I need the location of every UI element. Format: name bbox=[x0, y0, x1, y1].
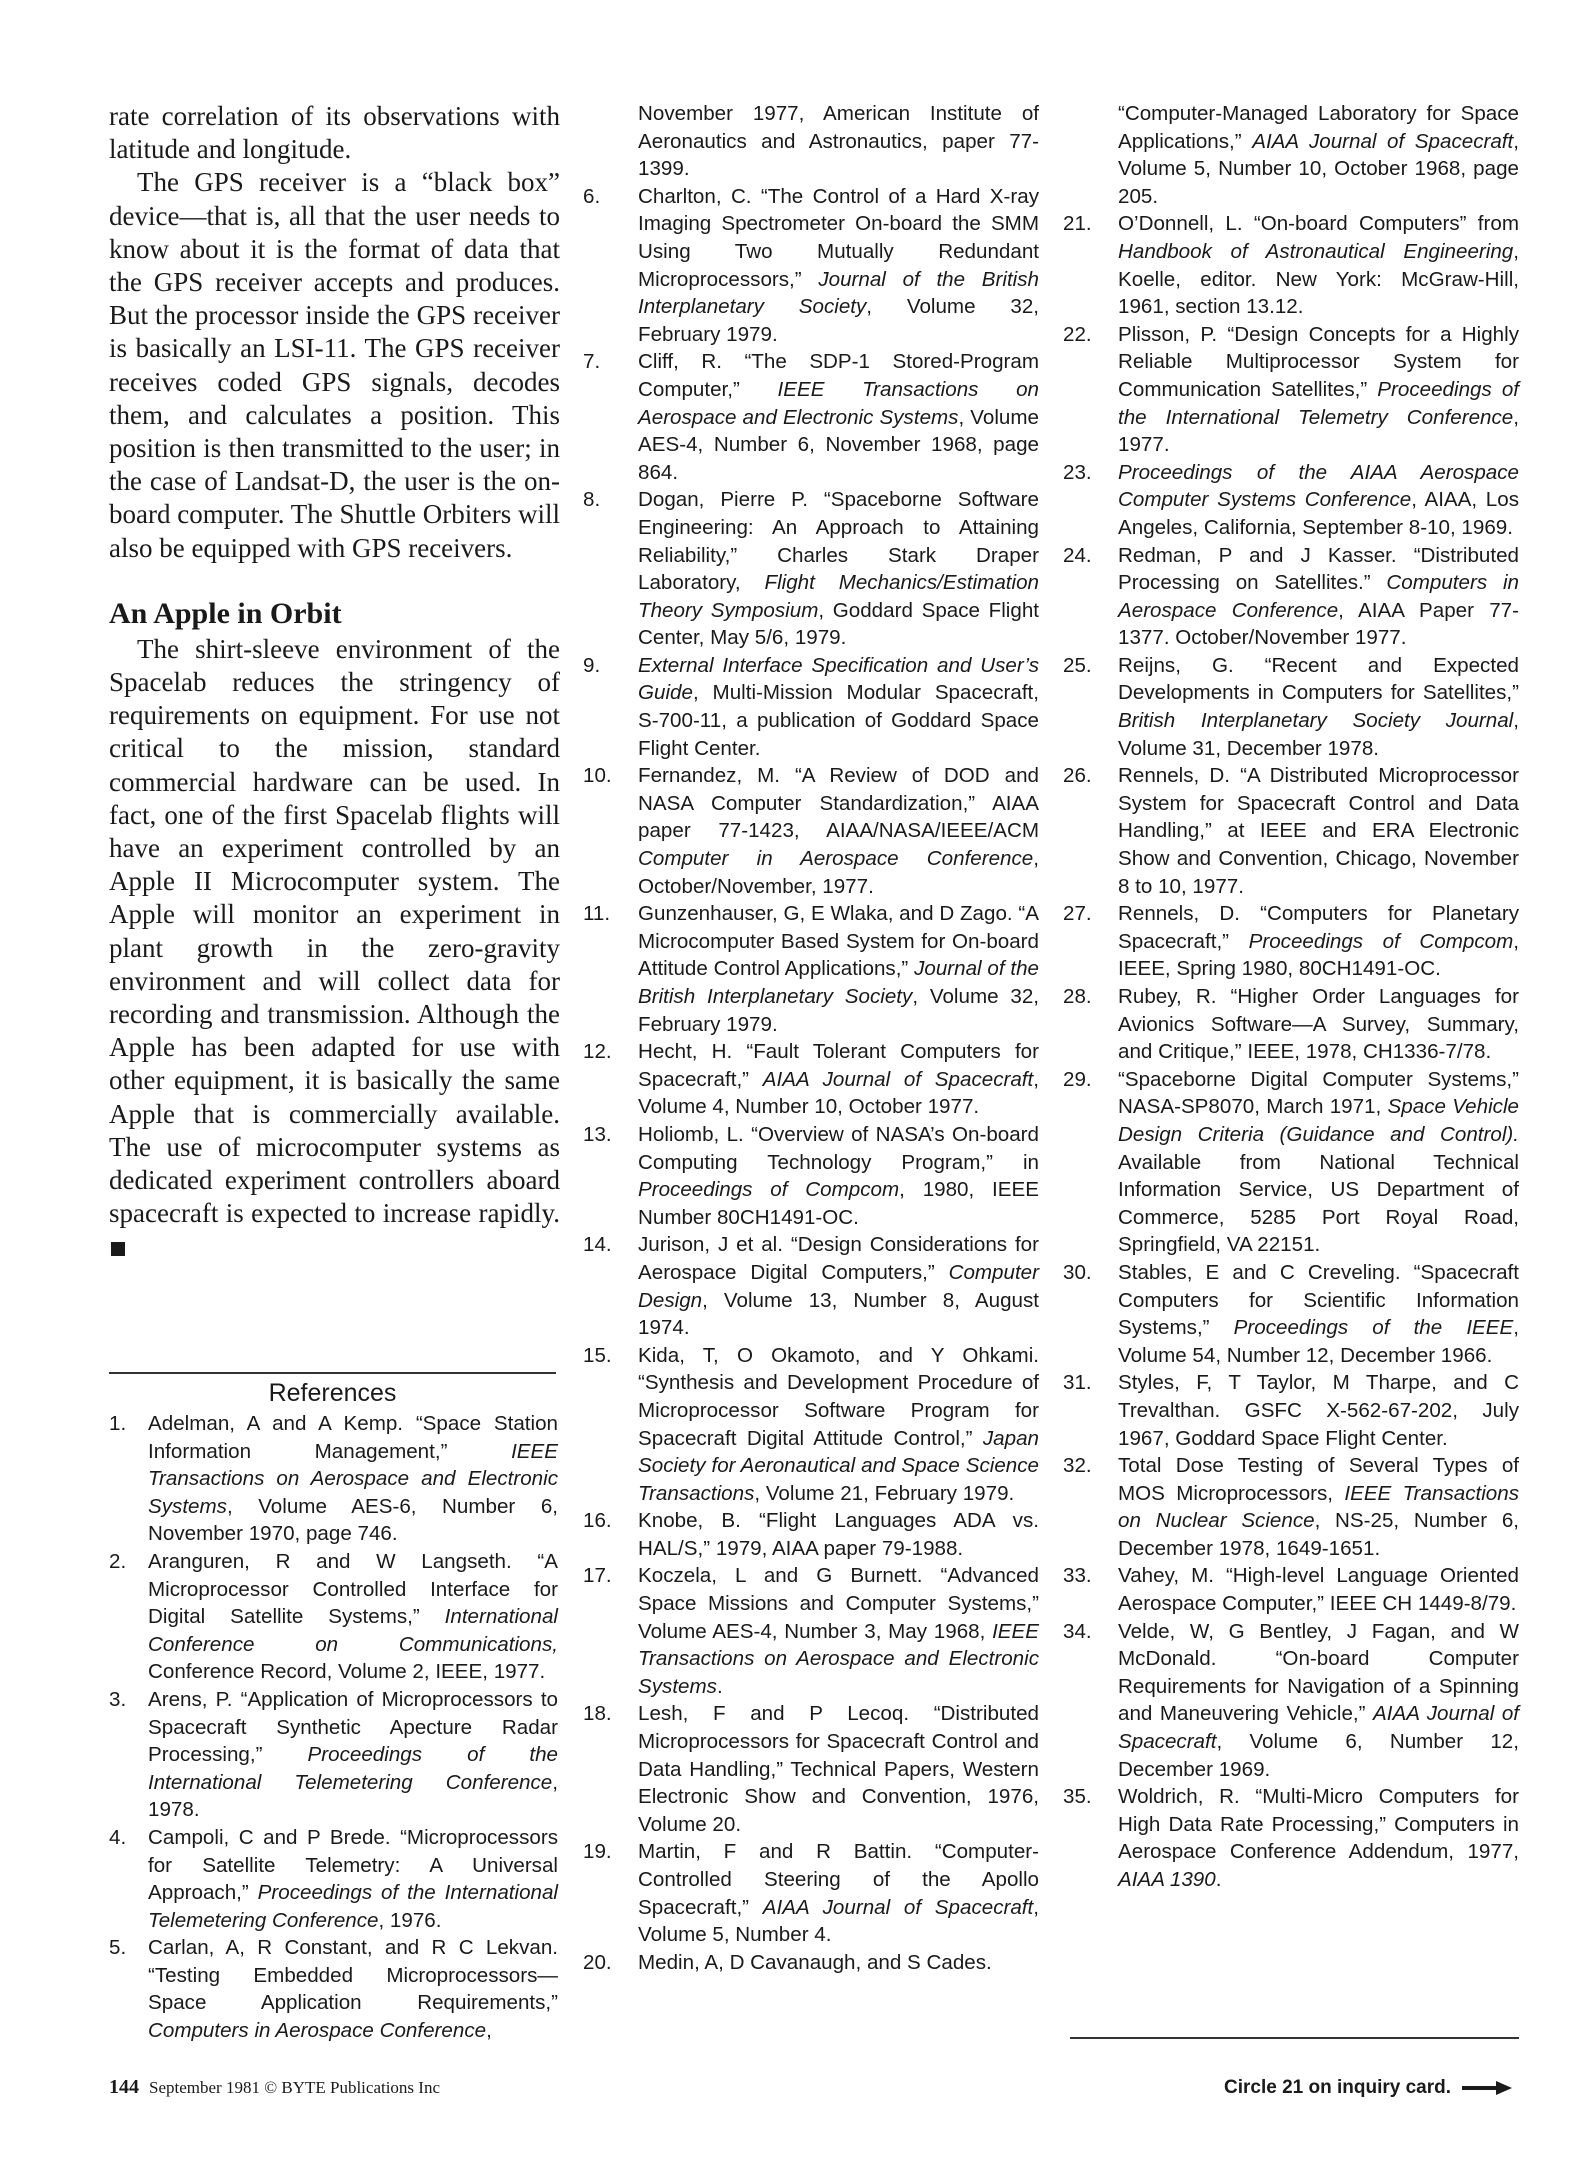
reference-text: Campoli, C and P Brede. “Microprocessors for Satellite Telemetry: A Universal Approach,” bbox=[148, 1825, 558, 1905]
reference-number: 21. bbox=[1063, 212, 1092, 236]
reference-item bbox=[109, 1824, 558, 1934]
reference-details: , Volume 32, February 1979. bbox=[638, 295, 1039, 346]
references-list-col2 bbox=[583, 100, 1040, 1976]
reference-text: Woldrich, R. “Multi-Micro Computers for High Data Rate Processing,” Computers in Aerospace Conference Addendum, 1977, bbox=[1118, 1785, 1519, 1864]
reference-number: 1. bbox=[109, 1412, 127, 1435]
reference-details: , 1976. bbox=[378, 1908, 442, 1932]
reference-details: , October/November, 1977. bbox=[638, 847, 1039, 898]
reference-number: 22. bbox=[1063, 322, 1092, 346]
section-heading: An Apple in Orbit bbox=[109, 596, 342, 630]
reference-number: 34. bbox=[1063, 1619, 1092, 1643]
reference-details: , AIAA Paper 77-1377. October/November 1977. bbox=[1118, 598, 1519, 650]
reference-text: Plisson, P. “Design Concepts for a Highly Reliable Multiprocessor System for Communication Satellites,” bbox=[1118, 322, 1519, 401]
reference-item bbox=[583, 183, 1040, 349]
reference-text: Carlan, A, R Constant, and R C Lekvan. “Testing Embedded Microprocessors—Space Application Requirements,” bbox=[148, 1936, 558, 2015]
reference-item bbox=[1063, 1259, 1519, 1369]
reference-source: Proceedings of the AIAA Aerospace Computer Systems Conference bbox=[1118, 460, 1519, 512]
reference-number: 20. bbox=[583, 1950, 612, 1974]
reference-number: 31. bbox=[1063, 1371, 1092, 1395]
reference-number: 23. bbox=[1063, 460, 1092, 484]
reference-text: November 1977, American Institute of Aeronautics and Astronautics, paper 77-1399. bbox=[638, 102, 1039, 181]
references-end-divider bbox=[1070, 2037, 1519, 2039]
reference-number: 32. bbox=[1063, 1454, 1092, 1478]
reference-text: Velde, W, G Bentley, J Fagan, and W McDonald. “On-board Computer Requirements for Navigation of a Spinning and Maneuvering Vehicle,” bbox=[1118, 1619, 1519, 1726]
article-paragraph-text: The shirt-sleeve environment of the Spacelab reduces the stringency of requirements on equipment. For use not critical to the mission, standard commercial hardware can be used. In fact, one of the first Spacelab flights will have an experiment controlled by an Apple II Microcomputer system. The Apple will monitor an experiment in plant growth in the zero-gravity environment and will collect data for recording and transmission. Although the Apple has been adapted for use with other equipment, it is basically the same Apple that is commercially available. The use of microcomputer systems as dedicated experiment controllers aboard spacecraft is expected to increase rapidly. bbox=[109, 633, 560, 1229]
reference-source: Flight Mechanics/Estimation Theory Symposium bbox=[638, 571, 1039, 622]
right-arrow-icon bbox=[1462, 2081, 1512, 2095]
reference-item bbox=[583, 1700, 1039, 1838]
reference-details: , Volume 13, Number 8, August 1974. bbox=[638, 1288, 1039, 1340]
reference-number: 10. bbox=[583, 764, 612, 788]
reference-text: Adelman, A and A Kemp. “Space Station Information Management,” bbox=[148, 1412, 558, 1463]
reference-details: , Volume AES-6, Number 6, November 1970, page 746. bbox=[148, 1494, 558, 1546]
reference-item bbox=[109, 1410, 558, 1548]
reference-item bbox=[1063, 459, 1519, 542]
reference-text: Hecht, H. “Fault Tolerant Computers for Spacecraft,” bbox=[638, 1040, 1039, 1091]
reference-details: Available from National Technical Information Service, US Department of Commerce, 5285 Port Royal Road, Springfield, VA 22151. bbox=[1118, 1150, 1519, 1257]
reference-source: Space Vehicle Design Criteria (Guidance and Control). bbox=[1118, 1095, 1519, 1146]
reference-item bbox=[1063, 1783, 1519, 1893]
reference-item bbox=[583, 900, 1040, 1038]
reference-text: Lesh, F and P Lecoq. “Distributed Microprocessors for Spacecraft Control and Data Handling,” Technical Papers, Western Electronic Show and Convention, 1976, Volume 20. bbox=[638, 1702, 1039, 1836]
article-column bbox=[109, 100, 560, 1264]
reference-text: Total Dose Testing of Several Types of MOS Microprocessors, bbox=[1118, 1454, 1519, 1505]
reference-text: “Spaceborne Digital Computer Systems,” NASA-SP8070, March 1971, bbox=[1118, 1067, 1519, 1119]
reference-details: , Volume 54, Number 12, December 1966. bbox=[1118, 1316, 1519, 1367]
reference-number: 8. bbox=[583, 488, 601, 512]
reference-source: Journal of the British Interplanetary Society bbox=[638, 267, 1040, 319]
reference-source: AIAA Journal of Spacecraft bbox=[762, 1895, 1034, 1919]
reference-source: Computers in Aerospace Conference bbox=[148, 2019, 487, 2043]
reference-text: Rennels, D. “Computers for Planetary Spacecraft,” bbox=[1118, 902, 1519, 953]
reference-item bbox=[1063, 652, 1519, 762]
reference-text: Medin, A, D Cavanaugh, and S Cades. bbox=[638, 1950, 992, 1974]
reference-item bbox=[1063, 1562, 1519, 1617]
reference-item bbox=[583, 762, 1039, 900]
reference-text: Redman, P and J Kasser. “Distributed Processing on Satellites.” bbox=[1118, 543, 1519, 595]
reference-number: 18. bbox=[583, 1702, 612, 1726]
reference-details: , Volume 32, February 1979. bbox=[638, 985, 1040, 1036]
reference-source: IEEE Transactions on Aerospace and Electronic Systems bbox=[638, 1619, 1039, 1698]
reference-text: Vahey, M. “High-level Language Oriented Aerospace Computer,” IEEE CH 1449-8/79. bbox=[1118, 1564, 1519, 1616]
reference-text: Aranguren, R and W Langseth. “A Microprocessor Controlled Interface for Digital Satellite Systems,” bbox=[148, 1549, 558, 1629]
reference-number: 2. bbox=[109, 1549, 127, 1573]
reference-source: Computer Design bbox=[638, 1260, 1039, 1312]
reference-source: External Interface Specification and User’s Guide bbox=[638, 653, 1039, 705]
reference-number: 4. bbox=[109, 1825, 127, 1849]
reference-text: Styles, F, T Taylor, M Tharpe, and C Trevalthan. GSFC X-562-67-202, July 1967, Goddard Space Flight Center. bbox=[1118, 1371, 1519, 1450]
reference-text: Holiomb, L. “Overview of NASA’s On-board Computing Technology Program,” in bbox=[638, 1122, 1039, 1174]
reference-item bbox=[109, 1934, 558, 2044]
references-list-col1 bbox=[109, 1410, 558, 2045]
reference-source: AIAA Journal of Spacecraft bbox=[1118, 1702, 1519, 1754]
reference-item bbox=[1063, 1452, 1520, 1562]
reference-details: , Volume 21, February 1979. bbox=[754, 1481, 1015, 1505]
reference-item bbox=[583, 1121, 1039, 1231]
reference-details: Conference Record, Volume 2, IEEE, 1977. bbox=[148, 1660, 546, 1684]
reference-details: . bbox=[1215, 1868, 1222, 1891]
reference-number: 12. bbox=[583, 1040, 612, 1064]
reference-item bbox=[583, 1949, 1039, 1977]
reference-source: Proceedings of the International Telemetering Conference bbox=[148, 1743, 558, 1794]
reference-number: 11. bbox=[583, 902, 611, 926]
reference-number: 26. bbox=[1063, 764, 1092, 788]
reference-number: 35. bbox=[1063, 1785, 1092, 1809]
reference-item bbox=[1063, 762, 1519, 900]
reference-details: , Volume 5, Number 10, October 1968, page 205. bbox=[1118, 129, 1519, 208]
article-paragraph: rate correlation of its observations with latitude and longitude. bbox=[109, 101, 560, 165]
page-number: 144 bbox=[109, 2076, 139, 2098]
reference-item bbox=[583, 652, 1039, 762]
reference-item bbox=[1063, 210, 1519, 320]
reference-text: O’Donnell, L. “On-board Computers” from bbox=[1118, 212, 1519, 236]
reference-text: Martin, F and R Battin. “Computer-Controlled Steering of the Apollo Spacecraft,” bbox=[638, 1840, 1039, 1919]
reference-continuation bbox=[1070, 100, 1519, 210]
reference-text: Stables, E and C Creveling. “Spacecraft Computers for Scientific Information Systems,” bbox=[1118, 1260, 1519, 1340]
reference-details: , 1978. bbox=[148, 1770, 558, 1822]
reference-text: Rennels, D. “A Distributed Microprocessor System for Spacecraft Control and Data Handling,” at IEEE and ERA Electronic Show and Convention, Chicago, November 8 to 10, 1977. bbox=[1118, 764, 1519, 898]
reference-source: IEEE Transactions on Aerospace and Electronic Systems bbox=[148, 1439, 558, 1518]
reference-text: Knobe, B. “Flight Languages ADA vs. HAL/S,” 1979, AIAA paper 79-1988. bbox=[638, 1509, 1039, 1560]
article-paragraph bbox=[109, 633, 560, 1264]
reference-item bbox=[583, 1342, 1039, 1508]
reference-number: 16. bbox=[583, 1509, 612, 1533]
reference-text: Gunzenhauser, G, E Wlaka, and D Zago. “A Microcomputer Based System for On-board Attitude Control Applications,” bbox=[638, 902, 1039, 981]
reference-number: 3. bbox=[109, 1687, 127, 1711]
reference-item bbox=[583, 348, 1039, 486]
reference-source: AIAA Journal of Spacecraft bbox=[1252, 129, 1514, 153]
publication-credit: September 1981 © BYTE Publications Inc bbox=[149, 2078, 441, 2097]
reference-source: IEEE Transactions on Aerospace and Electronic Systems bbox=[638, 377, 1039, 429]
references-divider bbox=[109, 1372, 556, 1374]
reference-number: 29. bbox=[1063, 1067, 1092, 1091]
reference-details: . bbox=[716, 1674, 723, 1698]
reference-details: , NS-25, Number 6, December 1978, 1649-1651. bbox=[1118, 1509, 1520, 1560]
reference-number: 7. bbox=[583, 350, 601, 374]
reference-item bbox=[1063, 1066, 1519, 1259]
reference-number: 13. bbox=[583, 1122, 612, 1146]
reference-continuation bbox=[590, 100, 1039, 183]
reference-text: Rubey, R. “Higher Order Languages for Avionics Software—A Survey, Summary, and Critique,” IEEE, 1978, CH1336-7/78. bbox=[1118, 985, 1519, 1064]
end-of-article-mark bbox=[111, 1242, 125, 1256]
reference-source: Proceedings of Compcom bbox=[638, 1178, 900, 1202]
reference-item bbox=[583, 1507, 1039, 1562]
reference-source: Proceedings of the IEEE bbox=[1233, 1316, 1514, 1340]
reference-details: , Multi-Mission Modular Spacecraft, S-700-11, a publication of Goddard Space Flight Center. bbox=[638, 681, 1039, 760]
reference-item bbox=[1063, 1369, 1519, 1452]
reference-item bbox=[583, 1231, 1039, 1341]
reference-item bbox=[1063, 321, 1519, 459]
reference-text: Dogan, Pierre P. “Spaceborne Software Engineering: An Approach to Attaining Reliability,” Charles Stark Draper Laboratory, bbox=[638, 488, 1039, 595]
reference-source: International Conference on Communications, bbox=[148, 1605, 558, 1656]
reference-text: Cliff, R. “The SDP-1 Stored-Program Computer,” bbox=[638, 350, 1039, 401]
references-title: References bbox=[268, 1379, 397, 1407]
reference-source: Computers in Aerospace Conference bbox=[1118, 571, 1519, 622]
reference-details: , Goddard Space Flight Center, May 5/6, 1979. bbox=[638, 598, 1040, 650]
reference-details: , Volume AES-4, Number 6, November 1968, page 864. bbox=[638, 405, 1039, 484]
reference-text: “Computer-Managed Laboratory for Space Applications,” bbox=[1118, 102, 1519, 153]
reference-source: Proceedings of Compcom bbox=[1248, 929, 1514, 953]
reference-details: , Volume 31, December 1978. bbox=[1118, 709, 1519, 760]
reference-number: 19. bbox=[583, 1840, 612, 1864]
reference-number: 6. bbox=[583, 184, 601, 208]
reference-number: 9. bbox=[583, 653, 601, 677]
reference-text: Reijns, G. “Recent and Expected Developments in Computers for Satellites,” bbox=[1118, 653, 1519, 705]
reference-number: 14. bbox=[583, 1233, 612, 1257]
reference-source: Proceedings of the International Telemetering Conference bbox=[148, 1881, 559, 1932]
reference-text: Koczela, L and G Burnett. “Advanced Space Missions and Computer Systems,” Volume AES-4, Number 3, May 1968, bbox=[638, 1564, 1039, 1643]
reference-item bbox=[583, 1562, 1039, 1700]
reference-text: Jurison, J et al. “Design Considerations for Aerospace Digital Computers,” bbox=[638, 1233, 1039, 1284]
reference-text: Arens, P. “Application of Microprocessors to Spacecraft Synthetic Apecture Radar Processing,” bbox=[148, 1687, 558, 1767]
references-list-col3 bbox=[1063, 100, 1520, 1894]
inquiry-text: Circle 21 on inquiry card. bbox=[1224, 2077, 1452, 2098]
reference-text: Fernandez, M. “A Review of DOD and NASA Computer Standardization,” AIAA paper 77-1423, AIAA/NASA/IEEE/ACM bbox=[638, 764, 1039, 843]
reference-source: AIAA Journal of Spacecraft bbox=[762, 1067, 1034, 1091]
reference-details: , Volume 5, Number 4. bbox=[638, 1895, 1039, 1947]
reference-item bbox=[583, 1038, 1039, 1121]
reference-number: 33. bbox=[1063, 1564, 1092, 1588]
reference-item bbox=[1063, 542, 1519, 652]
reference-details: , AIAA, Los Angeles, California, September 8-10, 1969. bbox=[1118, 488, 1519, 539]
reference-details: , IEEE, Spring 1980, 80CH1491-OC. bbox=[1118, 929, 1519, 981]
reference-number: 24. bbox=[1063, 543, 1092, 567]
reference-text: Charlton, C. “The Control of a Hard X-ray Imaging Spectrometer On-board the SMM Using Two Mutually Redundant Microprocessors,” bbox=[638, 184, 1039, 291]
reference-number: 15. bbox=[583, 1343, 612, 1367]
reference-source: Journal of the British Interplanetary Society bbox=[638, 957, 1039, 1008]
reference-number: 5. bbox=[109, 1936, 127, 1960]
page-footer bbox=[109, 2076, 440, 2099]
reference-item bbox=[109, 1686, 558, 1824]
reference-source: Computer in Aerospace Conference bbox=[638, 847, 1034, 871]
reference-source: Japan Society for Aeronautical and Space Science Transactions bbox=[638, 1426, 1039, 1505]
reference-number: 25. bbox=[1063, 653, 1092, 677]
reference-source: Proceedings of the International Telemetry Conference bbox=[1118, 377, 1519, 429]
reference-source: British Interplanetary Society Journal bbox=[1118, 709, 1514, 733]
reference-source: Handbook of Astronautical Engineering bbox=[1118, 239, 1514, 263]
reference-details: , Volume 6, Number 12, December 1969. bbox=[1118, 1730, 1519, 1781]
reference-details: , Volume 4, Number 10, October 1977. bbox=[638, 1067, 1039, 1119]
reference-number: 28. bbox=[1063, 985, 1092, 1008]
reference-source: IEEE Transactions on Nuclear Science bbox=[1118, 1481, 1519, 1533]
reference-item bbox=[583, 486, 1040, 652]
reference-item bbox=[1063, 1618, 1519, 1784]
reference-details: , bbox=[486, 2019, 492, 2043]
inquiry-note bbox=[1224, 2077, 1512, 2099]
reference-number: 17. bbox=[583, 1564, 612, 1588]
reference-number: 30. bbox=[1063, 1260, 1092, 1284]
reference-item bbox=[1063, 983, 1519, 1066]
article-body bbox=[109, 100, 560, 1264]
reference-text: Kida, T, O Okamoto, and Y Ohkami. “Synthesis and Development Procedure of Microprocessor Software Program for Spacecraft Digital Attitude Control,” bbox=[638, 1343, 1039, 1450]
reference-item bbox=[1063, 900, 1519, 983]
reference-details: , Koelle, editor. New York: McGraw-Hill, 1961, section 13.12. bbox=[1118, 239, 1519, 319]
reference-source: AIAA 1390 bbox=[1118, 1868, 1216, 1891]
reference-number: 27. bbox=[1063, 902, 1092, 926]
article-paragraph: The GPS receiver is a “black box” device—that is, all that the user needs to know about it is the format of data that the GPS receiver accepts and produces. But the processor inside the GPS receiver is basically an LSI-11. The GPS receiver receives coded GPS signals, decodes them, and calculates a position. This position is then transmitted to the user; in the case of Landsat-D, the user is the on-board computer. The Shuttle Orbiters will also be equipped with GPS receivers. bbox=[109, 167, 560, 563]
reference-details: , 1980, IEEE Number 80CH1491-OC. bbox=[638, 1178, 1039, 1229]
reference-details: , 1977. bbox=[1118, 405, 1519, 457]
reference-item bbox=[583, 1838, 1039, 1948]
reference-item bbox=[109, 1548, 558, 1686]
